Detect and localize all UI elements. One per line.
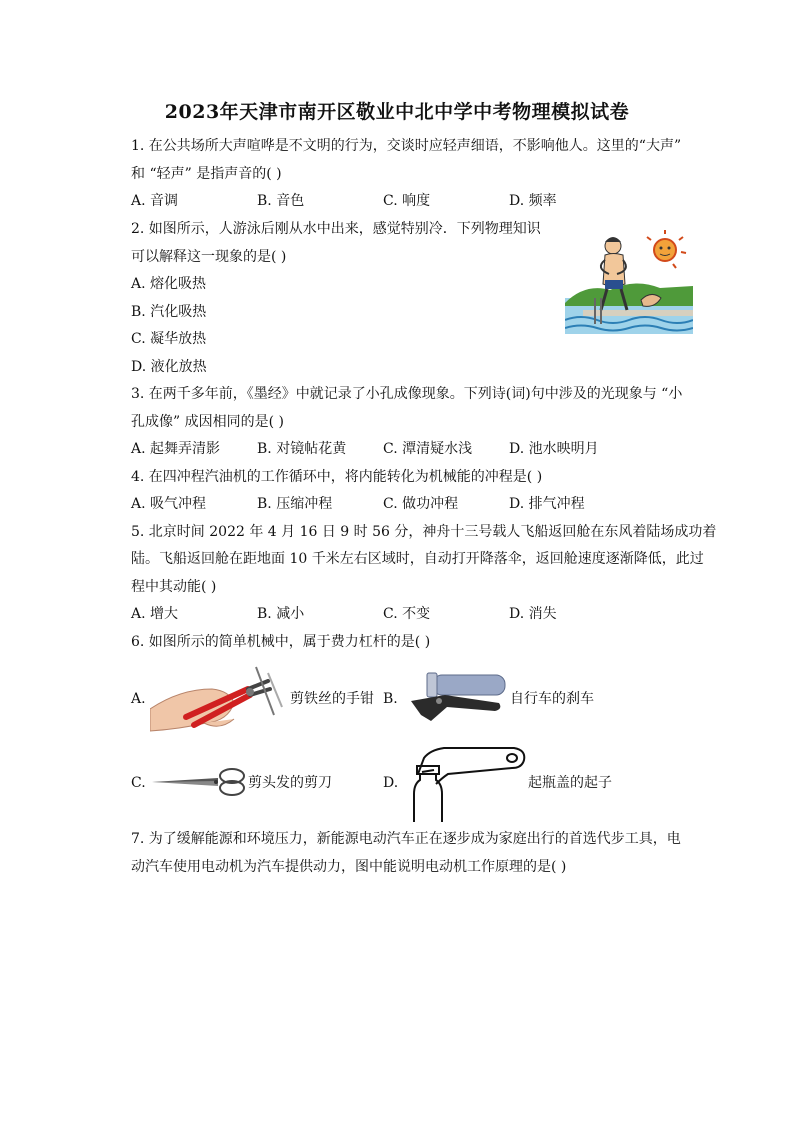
q3-stem-line2: 孔成像” 成因相同的是( )	[131, 414, 284, 430]
q4-option-c: C. 做功冲程	[383, 496, 459, 512]
q3-option-a: A. 起舞弄清影	[131, 441, 221, 457]
q6-option-b-letter: B.	[383, 691, 398, 707]
bottle-opener-figure	[400, 744, 530, 822]
q5-stem-line1: 5. 北京时间 2022 年 4 月 16 日 9 时 56 分，神舟十三号载人飞船返回舱在东风着陆场成功着	[131, 524, 717, 540]
q2-option-c: C. 凝华放热	[131, 331, 207, 347]
q3-option-d: D. 池水映明月	[509, 441, 599, 457]
q1-stem-line2: 和 “轻声” 是指声音的( )	[131, 166, 282, 182]
pliers-figure	[150, 659, 288, 735]
q1-option-b: B. 音色	[257, 193, 305, 209]
q5-stem-line3: 程中其动能( )	[131, 579, 217, 595]
q4-stem-line1: 4. 在四冲程汽油机的工作循环中，将内能转化为机械能的冲程是( )	[131, 469, 543, 485]
q4-option-d: D. 排气冲程	[509, 496, 585, 512]
q5-option-b: B. 减小	[257, 606, 305, 622]
q6-option-b-caption: 自行车的刹车	[510, 691, 594, 707]
q3-option-b: B. 对镜帖花黄	[257, 441, 347, 457]
q4-option-a: A. 吸气冲程	[131, 496, 207, 512]
q6-option-d-letter: D.	[383, 775, 399, 791]
q1-option-a: A. 音调	[131, 193, 179, 209]
q2-option-b: B. 汽化吸热	[131, 304, 207, 320]
q6-option-a-letter: A.	[131, 691, 146, 707]
q3-option-c: C. 潭清疑水浅	[383, 441, 473, 457]
q5-stem-line2: 陆。飞船返回舱在距地面 10 千米左右区域时，自动打开降落伞，返回舱速度逐渐降低，此过	[131, 551, 704, 567]
q6-option-c-caption: 剪头发的剪刀	[248, 775, 332, 791]
q6-option-a-caption: 剪铁丝的手钳	[290, 691, 374, 707]
q3-stem-line1: 3. 在两千多年前，《墨经》中就记录了小孔成像现象。下列诗(词)句中涉及的光现象与 “小	[131, 386, 683, 402]
q7-stem-line2: 动汽车使用电动机为汽车提供动力，图中能说明电动机工作原理的是( )	[131, 859, 567, 875]
scissors-figure	[152, 767, 248, 797]
q6-option-d-caption: 起瓶盖的起子	[528, 775, 612, 791]
q2-option-d: D. 液化放热	[131, 359, 207, 375]
q1-option-d: D. 频率	[509, 193, 557, 209]
q5-option-d: D. 消失	[509, 606, 557, 622]
page-title: 2023年天津市南开区敬业中北中学中考物理模拟试卷	[164, 101, 630, 123]
q1-stem-line1: 1. 在公共场所大声喧哗是不文明的行为，交谈时应轻声细语，不影响他人。这里的“大声”	[131, 138, 682, 154]
swimmer-figure	[565, 228, 693, 334]
q6-option-c-letter: C.	[131, 775, 146, 791]
q1-option-c: C. 响度	[383, 193, 431, 209]
q4-option-b: B. 压缩冲程	[257, 496, 333, 512]
q2-stem-line1: 2. 如图所示，人游泳后刚从水中出来，感觉特别冷．下列物理知识	[131, 221, 541, 237]
q5-option-a: A. 增大	[131, 606, 179, 622]
bike-brake-figure	[403, 665, 509, 727]
q5-option-c: C. 不变	[383, 606, 431, 622]
q6-stem-line1: 6. 如图所示的简单机械中，属于费力杠杆的是( )	[131, 634, 431, 650]
q2-option-a: A. 熔化吸热	[131, 276, 207, 292]
q2-stem-line2: 可以解释这一现象的是( )	[131, 249, 287, 265]
q7-stem-line1: 7. 为了缓解能源和环境压力，新能源电动汽车正在逐步成为家庭出行的首选代步工具，电	[131, 831, 681, 847]
